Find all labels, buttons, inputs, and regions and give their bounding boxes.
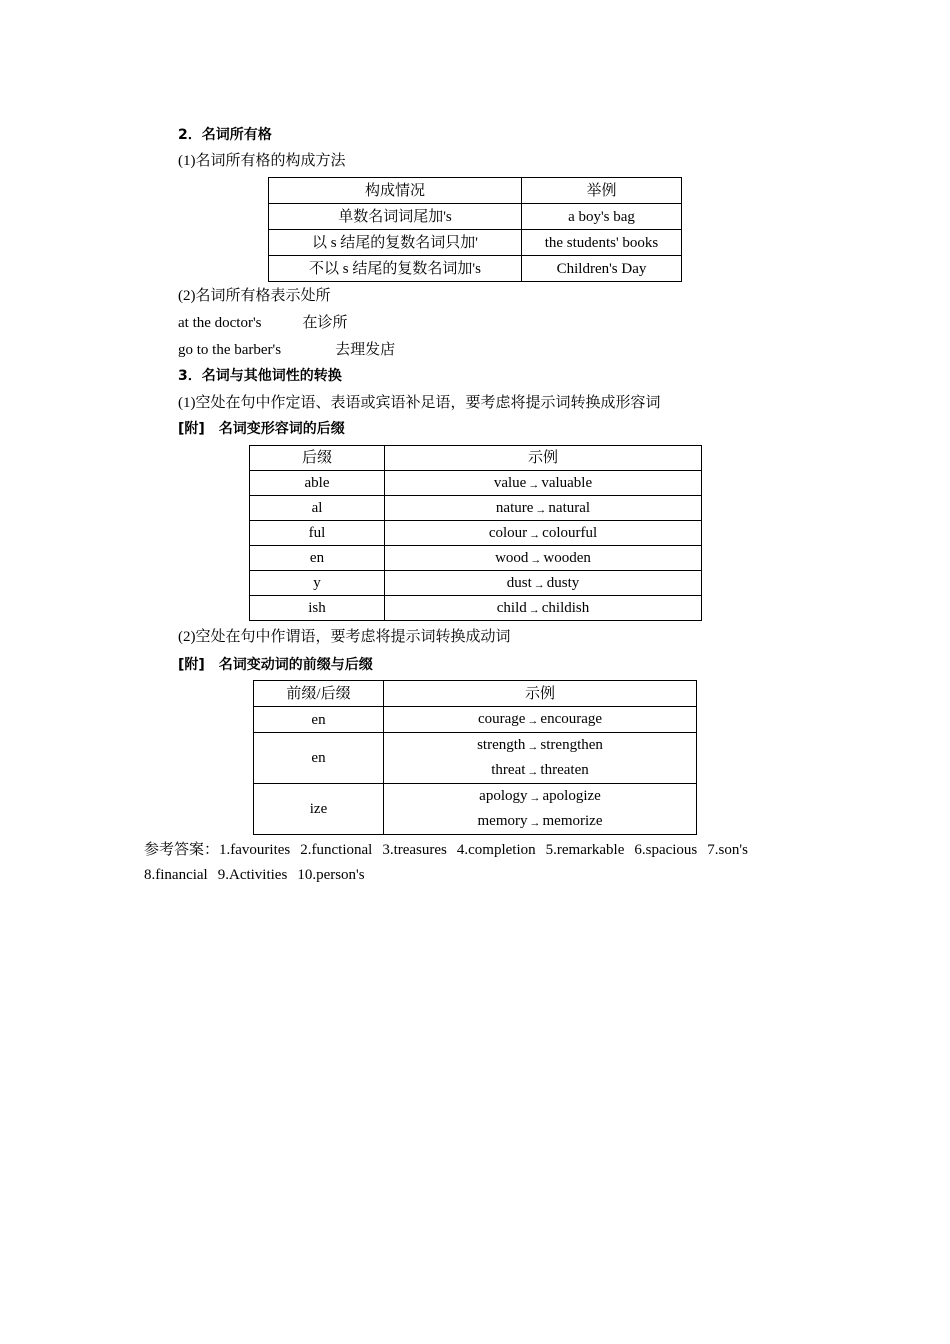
- suffix-cell: al: [250, 496, 385, 521]
- answer-item: 3.treasures: [382, 842, 447, 858]
- answer-item: 5.remarkable: [545, 842, 625, 858]
- arrow-icon: →: [529, 792, 541, 804]
- answer-label: 参考答案：: [144, 842, 220, 858]
- table-cell: 单数名词词尾加's: [269, 204, 522, 230]
- table-row: [269, 230, 682, 256]
- example-cell: apology → apologize memory → memorize: [384, 784, 697, 835]
- example-cell: child → childish: [385, 596, 702, 621]
- example-line: [178, 340, 395, 360]
- answer-item: 7.son's: [707, 842, 748, 858]
- section-3-sub1: (1)空处在句中作定语、表语或宾语补足语，要考虑将提示词转换成形容词: [178, 395, 661, 411]
- table-row: [250, 496, 702, 521]
- table-header-row: [254, 681, 697, 707]
- table-cell: the students' books: [522, 230, 682, 256]
- table-header-row: [269, 178, 682, 204]
- table-cell: Children's Day: [522, 256, 682, 282]
- example-cell: value → valuable: [385, 471, 702, 496]
- example-line: [178, 313, 348, 333]
- table-row: [250, 596, 702, 621]
- arrow-icon: →: [530, 553, 542, 566]
- suffix-cell: y: [250, 571, 385, 596]
- table-row: [269, 256, 682, 282]
- example-english: go to the barber's: [178, 342, 282, 358]
- section-2-sub1: (1)名词所有格的构成方法: [178, 153, 346, 169]
- adjective-suffix-table: [249, 445, 702, 621]
- example-cell: courage → encourage: [384, 707, 697, 733]
- arrow-icon: →: [528, 478, 540, 491]
- section-3-sub2: (2)空处在句中作谓语，要考虑将提示词转换成动词: [178, 629, 511, 645]
- section-2-title: 2．名词所有格: [178, 127, 272, 143]
- arrow-icon: →: [535, 503, 547, 516]
- arrow-icon: →: [529, 817, 541, 829]
- example-english: at the doctor's: [178, 315, 262, 331]
- table-cell: 以 s 结尾的复数名词只加': [269, 230, 522, 256]
- answer-item: 2.functional: [300, 842, 373, 858]
- affix-cell: ize: [254, 784, 384, 835]
- table-header-row: [250, 446, 702, 471]
- header-cell: 构成情况: [269, 178, 522, 204]
- table-row: [250, 546, 702, 571]
- table-cell: 不以 s 结尾的复数名词加's: [269, 256, 522, 282]
- affix-cell: en: [254, 707, 384, 733]
- answer-item: 4.completion: [456, 842, 536, 858]
- arrow-icon: →: [529, 528, 541, 541]
- answer-item: 1.favourites: [219, 842, 291, 858]
- example-cell: nature → natural: [385, 496, 702, 521]
- section-2-sub2: (2)名词所有格表示处所: [178, 288, 331, 304]
- header-cell: 示例: [385, 446, 702, 471]
- verb-affix-table: [253, 680, 697, 835]
- header-cell: 示例: [384, 681, 697, 707]
- table-row: [250, 571, 702, 596]
- example-cell: colour → colourful: [385, 521, 702, 546]
- suffix-cell: ful: [250, 521, 385, 546]
- section-3-title: 3．名词与其他词性的转换: [178, 368, 342, 384]
- example-cell: strength → strengthen threat → threaten: [384, 733, 697, 784]
- answer-item: 10.person's: [297, 867, 365, 883]
- table-row: [254, 784, 697, 835]
- answer-key-line-1: [144, 840, 748, 860]
- example-chinese: 去理发店: [335, 342, 396, 358]
- table-row: [254, 733, 697, 784]
- header-cell: 后缀: [250, 446, 385, 471]
- affix-cell: en: [254, 733, 384, 784]
- answer-item: 8.financial: [144, 867, 208, 883]
- suffix-cell: able: [250, 471, 385, 496]
- suffix-cell: en: [250, 546, 385, 571]
- table-row: [269, 204, 682, 230]
- possessive-table: [268, 177, 682, 282]
- example-cell: wood → wooden: [385, 546, 702, 571]
- arrow-icon: →: [533, 578, 545, 591]
- answer-item: 6.spacious: [634, 842, 698, 858]
- arrow-icon: →: [527, 715, 539, 727]
- table-row: [250, 471, 702, 496]
- arrow-icon: →: [527, 766, 539, 778]
- suffix-cell: ish: [250, 596, 385, 621]
- example-chinese: 在诊所: [302, 315, 348, 331]
- example-cell: dust → dusty: [385, 571, 702, 596]
- table-row: [254, 707, 697, 733]
- arrow-icon: →: [527, 741, 539, 753]
- header-cell: 举例: [522, 178, 682, 204]
- answer-key-line-2: [144, 865, 365, 885]
- answer-item: 9.Activities: [217, 867, 288, 883]
- header-cell: 前缀/后缀: [254, 681, 384, 707]
- table-row: [250, 521, 702, 546]
- note-verb-affix: [附] 名词变动词的前缀与后缀: [178, 657, 373, 673]
- table-cell: a boy's bag: [522, 204, 682, 230]
- arrow-icon: →: [528, 603, 540, 616]
- note-adjective-suffix: [附] 名词变形容词的后缀: [178, 421, 345, 437]
